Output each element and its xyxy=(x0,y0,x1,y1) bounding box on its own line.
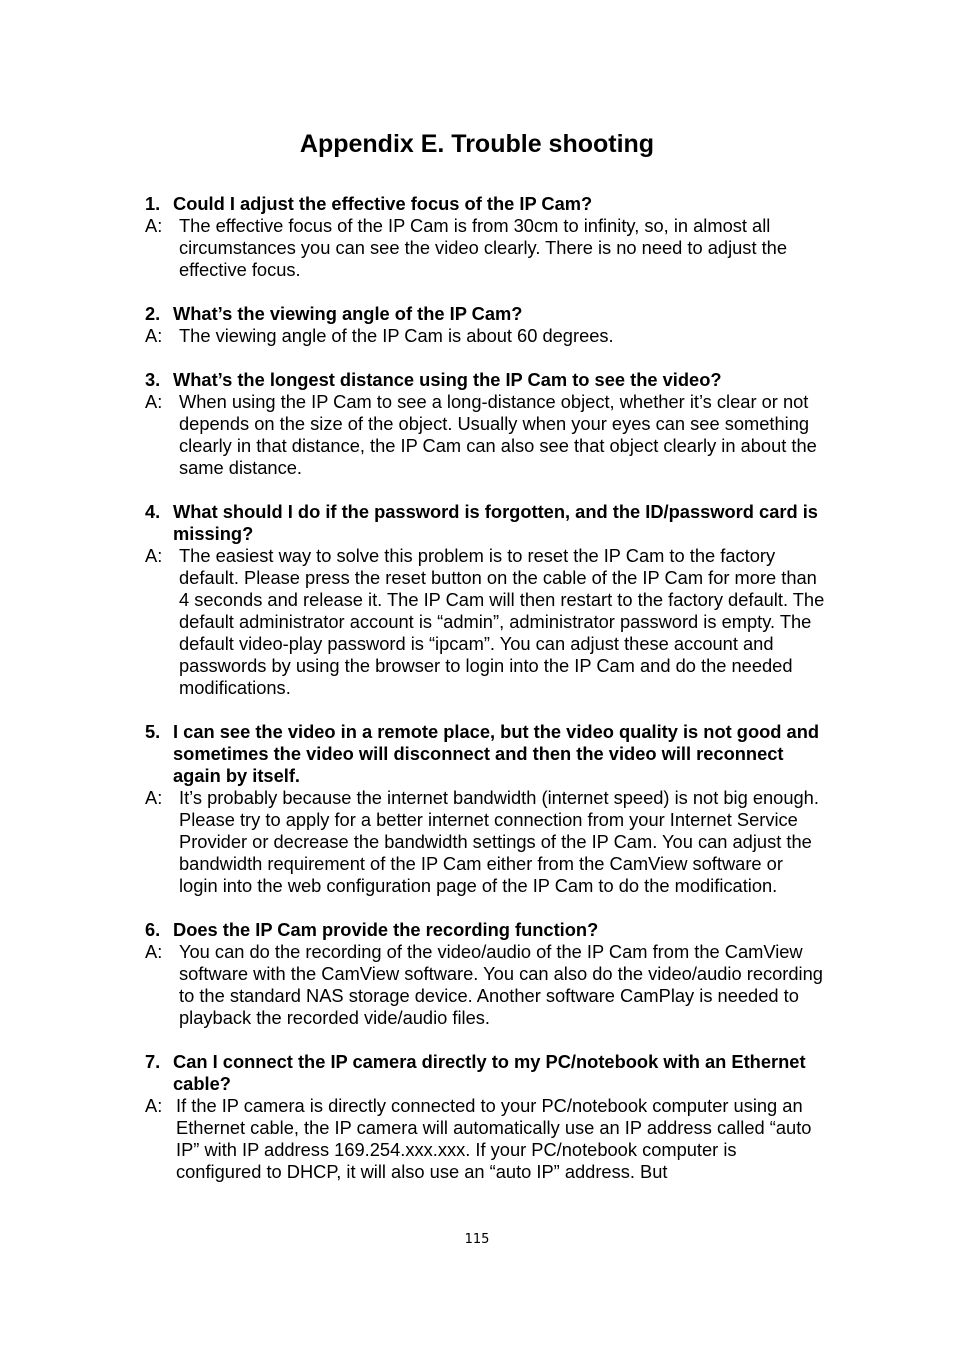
question xyxy=(145,721,825,787)
answer xyxy=(145,215,825,281)
faq-item-6 xyxy=(145,919,825,1029)
answer-label: A: xyxy=(145,941,163,962)
question-number: 4. xyxy=(145,501,161,522)
answer-label: A: xyxy=(145,787,163,808)
faq-list xyxy=(145,193,825,1205)
faq-item-2 xyxy=(145,303,825,347)
question-number: 2. xyxy=(145,303,161,324)
question xyxy=(145,1051,825,1095)
question-number: 5. xyxy=(145,721,161,742)
question-text: What should I do if the password is forgotten, and the ID/password card is missing? xyxy=(173,501,818,544)
question-text: Can I connect the IP camera directly to my PC/notebook with an Ethernet cable? xyxy=(173,1051,806,1094)
faq-item-1 xyxy=(145,193,825,281)
answer xyxy=(145,545,825,699)
faq-item-3 xyxy=(145,369,825,479)
answer-text: You can do the recording of the video/audio of the IP Cam from the CamView software with the CamView software. You can also do the video/audio recording to the standard NAS storage device. Another software CamPlay is needed to playback the recorded vide/audio files. xyxy=(179,941,823,1028)
answer-text: The easiest way to solve this problem is to reset the IP Cam to the factory default. Please press the reset button on the cable of the IP Cam for more than 4 seconds and release it. The IP Cam will then restart to the factory default. The default administrator account is “admin”, administrator password is empty. The default video-play password is “ipcam”. You can adjust these account and passwords by using the browser to login into the IP Cam and do the needed modifications. xyxy=(179,545,825,698)
question xyxy=(145,501,825,545)
answer xyxy=(145,787,825,897)
question-number: 3. xyxy=(145,369,161,390)
question xyxy=(145,303,825,325)
question-text: Could I adjust the effective focus of the IP Cam? xyxy=(173,193,593,214)
answer-label: A: xyxy=(145,545,163,566)
answer-text: When using the IP Cam to see a long-distance object, whether it’s clear or not depends on the size of the object. Usually when your eyes can see something clearly in that distance, the IP Cam can also see that object clearly in about the same distance. xyxy=(179,391,817,478)
answer-label: A: xyxy=(145,215,163,236)
answer-text: If the IP camera is directly connected to your PC/notebook computer using an Ethernet cable, the IP camera will automatically use an IP address called “auto IP” with IP address 169.254.xxx.xxx. If your PC/notebook computer is configured to DHCP, it will also use an “auto IP” address. But xyxy=(176,1095,812,1182)
answer-label: A: xyxy=(145,1095,163,1116)
page-number: 115 xyxy=(464,1232,490,1247)
page-title: Appendix E. Trouble shooting xyxy=(299,130,655,158)
question-number: 6. xyxy=(145,919,161,940)
question-number: 1. xyxy=(145,193,161,214)
question-number: 7. xyxy=(145,1051,161,1072)
faq-item-5 xyxy=(145,721,825,897)
answer xyxy=(145,1095,825,1183)
question-text: Does the IP Cam provide the recording function? xyxy=(173,919,599,940)
question xyxy=(145,369,825,391)
answer xyxy=(145,325,825,347)
answer-text: It’s probably because the internet bandwidth (internet speed) is not big enough. Please try to apply for a better internet connection from your Internet Service Provider or decrease the bandwidth settings of the IP Cam. You can adjust the bandwidth requirement of the IP Cam either from the CamView software or login into the web configuration page of the IP Cam to do the modification. xyxy=(179,787,819,896)
question xyxy=(145,193,825,215)
question-text: What’s the longest distance using the IP Cam to see the video? xyxy=(173,369,722,390)
answer xyxy=(145,941,825,1029)
answer-label: A: xyxy=(145,325,163,346)
answer-label: A: xyxy=(145,391,163,412)
question-text: What’s the viewing angle of the IP Cam? xyxy=(173,303,523,324)
answer xyxy=(145,391,825,479)
question-text: I can see the video in a remote place, but the video quality is not good and sometimes the video will disconnect and then the video will reconnect again by itself. xyxy=(173,721,820,786)
faq-item-7 xyxy=(145,1051,825,1183)
faq-item-4 xyxy=(145,501,825,699)
question xyxy=(145,919,825,941)
answer-text: The effective focus of the IP Cam is from 30cm to infinity, so, in almost all circumstances you can see the video clearly. There is no need to adjust the effective focus. xyxy=(179,215,788,280)
answer-text: The viewing angle of the IP Cam is about 60 degrees. xyxy=(179,325,614,346)
